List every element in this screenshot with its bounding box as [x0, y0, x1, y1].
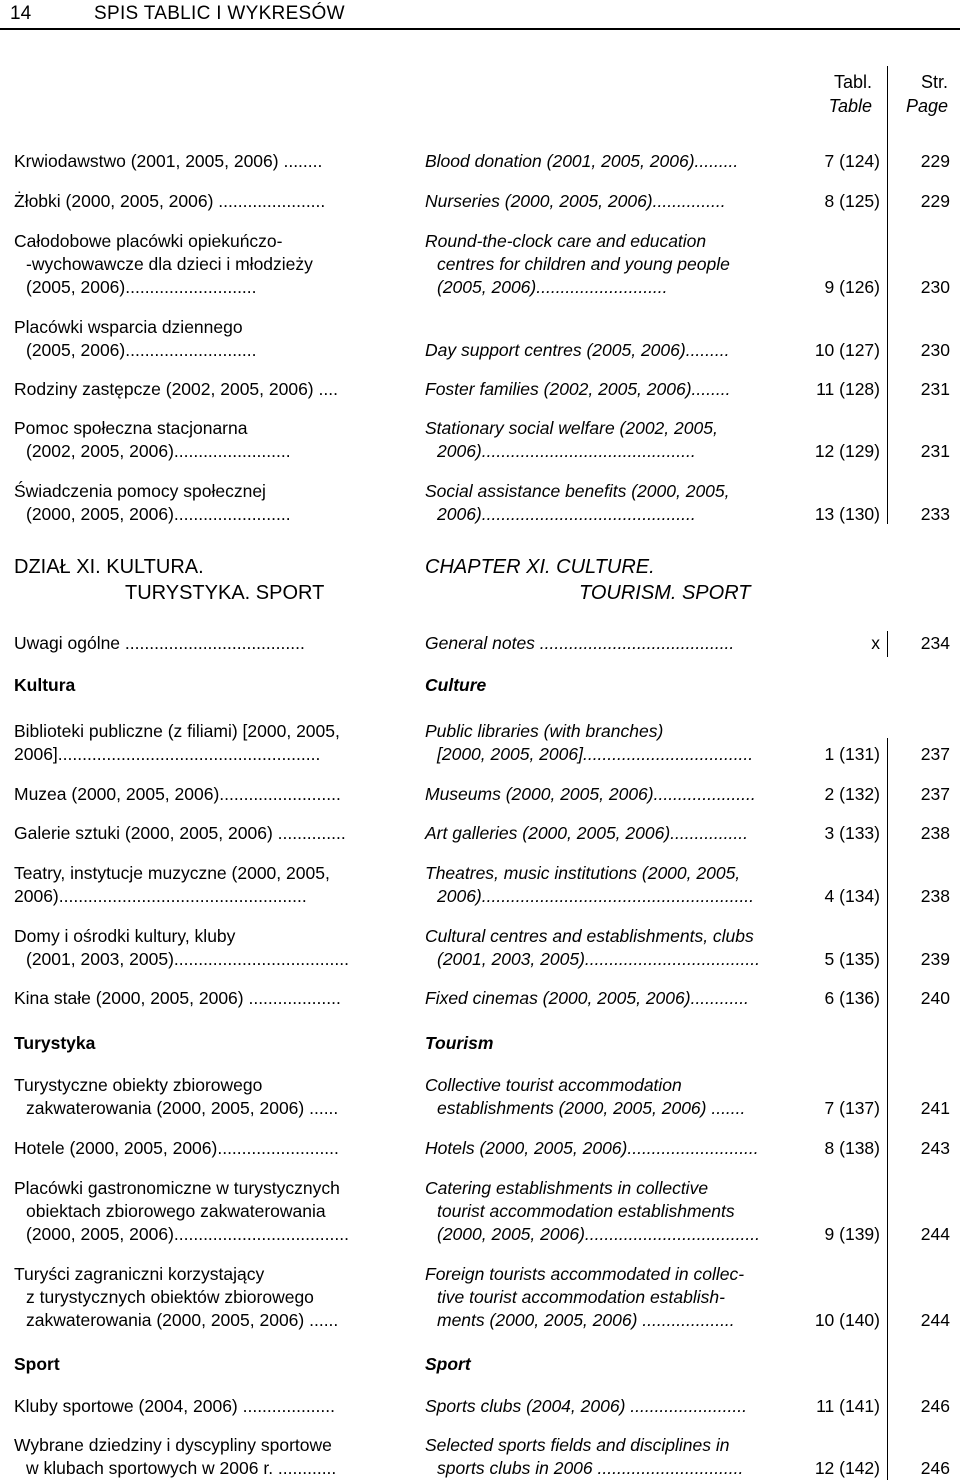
entry-pl: Kluby sportowe (2004, 2006) ................... — [14, 1396, 335, 1416]
entry-en: Hotels (2000, 2005, 2006)........................... — [425, 1138, 759, 1158]
table-number: x — [871, 633, 880, 653]
page-ref: 246 — [920, 1458, 950, 1478]
page-ref: 240 — [920, 988, 950, 1008]
page-ref: 244 — [920, 1310, 950, 1330]
page-ref: 238 — [920, 823, 950, 843]
column-header-table-pl: Tabl. — [833, 72, 872, 92]
page-ref: 229 — [920, 191, 950, 211]
general-notes-pl: Uwagi ogólne ..................................... — [14, 633, 305, 653]
entry-en: Day support centres (2005, 2006)......... — [425, 340, 730, 360]
entry-en: Selected sports fields and disciplines in sports clubs in 2006 .............................. — [425, 1435, 744, 1478]
entry-en: Foreign tourists accommodated in collec- tive tourist accommodation establish- ments (2000, 2005, 2006) ................... — [425, 1264, 745, 1330]
entry-pl: Hotele (2000, 2005, 2006)......................... — [14, 1138, 339, 1158]
entry-pl: Świadczenia pomocy społecznej (2000, 2005, 2006)........................ — [14, 481, 291, 524]
entry-pl: Wybrane dziedziny i dyscypliny sportowe w klubach sportowych w 2006 r. ............ — [14, 1435, 337, 1478]
column-header-page-pl: Str. — [920, 72, 948, 92]
general-notes-en: General notes ........................................ — [425, 633, 735, 653]
page-ref: 237 — [920, 784, 950, 804]
section-heading-culture-pl: Kultura — [14, 675, 76, 695]
entry-en: Public libraries (with branches) [2000, 2005, 2006]................................... — [425, 721, 754, 764]
page-ref: 244 — [920, 1224, 950, 1244]
entry-en: Nurseries (2000, 2005, 2006)............... — [425, 191, 726, 211]
page-ref: 246 — [920, 1396, 950, 1416]
page-header — [0, 0, 960, 30]
entry-pl: Turystyczne obiekty zbiorowego zakwaterowania (2000, 2005, 2006) ...... — [14, 1075, 339, 1118]
entry-en: Foster families (2002, 2005, 2006)........ — [425, 379, 731, 399]
chapter-heading-pl: DZIAŁ XI. KULTURA. TURYSTYKA. SPORT — [14, 556, 325, 604]
table-number: 11 (128) — [816, 379, 880, 399]
page-ref: 237 — [920, 744, 950, 764]
page-ref: 233 — [920, 504, 950, 524]
entry-en: Fixed cinemas (2000, 2005, 2006)............ — [425, 988, 749, 1008]
entry-pl: Placówki gastronomiczne w turystycznych obiektach zbiorowego zakwaterowania (2000, 2005, 2006).................................... — [14, 1178, 349, 1244]
table-number: 12 (129) — [814, 441, 880, 461]
entry-pl: Teatry, instytucje muzyczne (2000, 2005, 2006)................................................... — [14, 863, 330, 906]
entry-pl: Turyści zagraniczni korzystający z turystycznych obiektów zbiorowego zakwaterowania (2000, 2005, 2006) ...... — [14, 1264, 339, 1330]
page-ref: 230 — [920, 340, 950, 360]
entry-en: Theatres, music institutions (2000, 2005, 2006)........................................................ — [425, 863, 755, 906]
section-heading-sport-en: Sport — [425, 1354, 471, 1374]
entry-pl: Galerie sztuki (2000, 2005, 2006) .............. — [14, 823, 346, 843]
table-number: 6 (136) — [824, 988, 880, 1008]
table-number: 10 (127) — [814, 340, 880, 360]
column-divider — [887, 66, 888, 524]
table-number: 10 (140) — [814, 1310, 880, 1330]
entry-pl: Muzea (2000, 2005, 2006)......................... — [14, 784, 341, 804]
entry-pl: Rodziny zastępcze (2002, 2005, 2006) .... — [14, 379, 338, 399]
entry-pl: Biblioteki publiczne (z filiami) [2000, 2005, 2006]...................................................... — [14, 721, 340, 764]
table-number: 7 (124) — [824, 151, 880, 171]
entry-pl: Żłobki (2000, 2005, 2006) ...................... — [14, 191, 326, 211]
table-number: 7 (137) — [824, 1098, 880, 1118]
entry-pl: Kina stałe (2000, 2005, 2006) ................... — [14, 988, 341, 1008]
entry-en: Museums (2000, 2005, 2006)..................... — [425, 784, 756, 804]
table-number: 4 (134) — [824, 886, 880, 906]
table-number: 11 (141) — [816, 1396, 880, 1416]
chapter-heading-en: CHAPTER XI. CULTURE. TOURISM. SPORT — [425, 556, 751, 604]
page-ref: 238 — [920, 886, 950, 906]
page-ref: 241 — [920, 1098, 950, 1118]
table-number: 9 (139) — [824, 1224, 880, 1244]
entry-en: Stationary social welfare (2002, 2005, 2006)............................................ — [425, 418, 718, 461]
entry-pl: Pomoc społeczna stacjonarna (2002, 2005, 2006)........................ — [14, 418, 291, 461]
page-ref: 239 — [920, 949, 950, 969]
entry-en: Catering establishments in collective tourist accommodation establishments (2000, 2005, 2006).................................... — [425, 1178, 760, 1244]
page-ref: 231 — [920, 379, 950, 399]
column-divider — [887, 631, 888, 657]
table-number: 9 (126) — [824, 277, 880, 297]
entry-en: Collective tourist accommodation establishments (2000, 2005, 2006) ....... — [425, 1075, 746, 1118]
page-ref: 243 — [920, 1138, 950, 1158]
table-number: 8 (125) — [824, 191, 880, 211]
page-ref: 234 — [920, 633, 950, 653]
column-header-page-en: Page — [905, 96, 948, 116]
column-divider — [887, 738, 888, 1480]
section-heading-sport-pl: Sport — [14, 1354, 60, 1374]
table-number: 12 (142) — [814, 1458, 880, 1478]
table-number: 5 (135) — [824, 949, 880, 969]
page-ref: 229 — [920, 151, 950, 171]
entry-pl: Placówki wsparcia dziennego (2005, 2006)........................... — [14, 317, 257, 360]
section-heading-culture-en: Culture — [425, 675, 487, 695]
entry-en: Round-the-clock care and education centres for children and young people (2005, 2006)........................... — [425, 231, 730, 297]
entry-en: Cultural centres and establishments, clubs (2001, 2003, 2005).................................... — [425, 926, 760, 969]
page-ref: 230 — [920, 277, 950, 297]
section-heading-tourism-pl: Turystyka — [14, 1033, 96, 1053]
column-header-page — [906, 70, 948, 118]
entry-en: Social assistance benefits (2000, 2005, 2006)............................................ — [425, 481, 730, 524]
entry-pl: Domy i ośrodki kultury, kluby (2001, 2003, 2005).................................... — [14, 926, 349, 969]
column-header-table-en: Table — [828, 96, 872, 116]
table-number: 8 (138) — [824, 1138, 880, 1158]
page-number: 14 — [10, 3, 32, 24]
entry-en: Sports clubs (2004, 2006) ........................ — [425, 1396, 747, 1416]
table-number: 3 (133) — [824, 823, 880, 843]
table-number: 2 (132) — [824, 784, 880, 804]
entry-pl: Całodobowe placówki opiekuńczo- -wychowawcze dla dzieci i młodzieży (2005, 2006)........................... — [14, 231, 313, 297]
entry-pl: Krwiodawstwo (2001, 2005, 2006) ........ — [14, 151, 323, 171]
entry-en: Art galleries (2000, 2005, 2006)................ — [425, 823, 748, 843]
table-number: 1 (131) — [824, 744, 880, 764]
entry-en: Blood donation (2001, 2005, 2006)......... — [425, 151, 739, 171]
column-header-table — [829, 70, 872, 118]
table-number: 13 (130) — [814, 504, 880, 524]
section-heading-tourism-en: Tourism — [425, 1033, 494, 1053]
page-ref: 231 — [920, 441, 950, 461]
page-title: SPIS TABLIC I WYKRESÓW — [94, 3, 345, 24]
